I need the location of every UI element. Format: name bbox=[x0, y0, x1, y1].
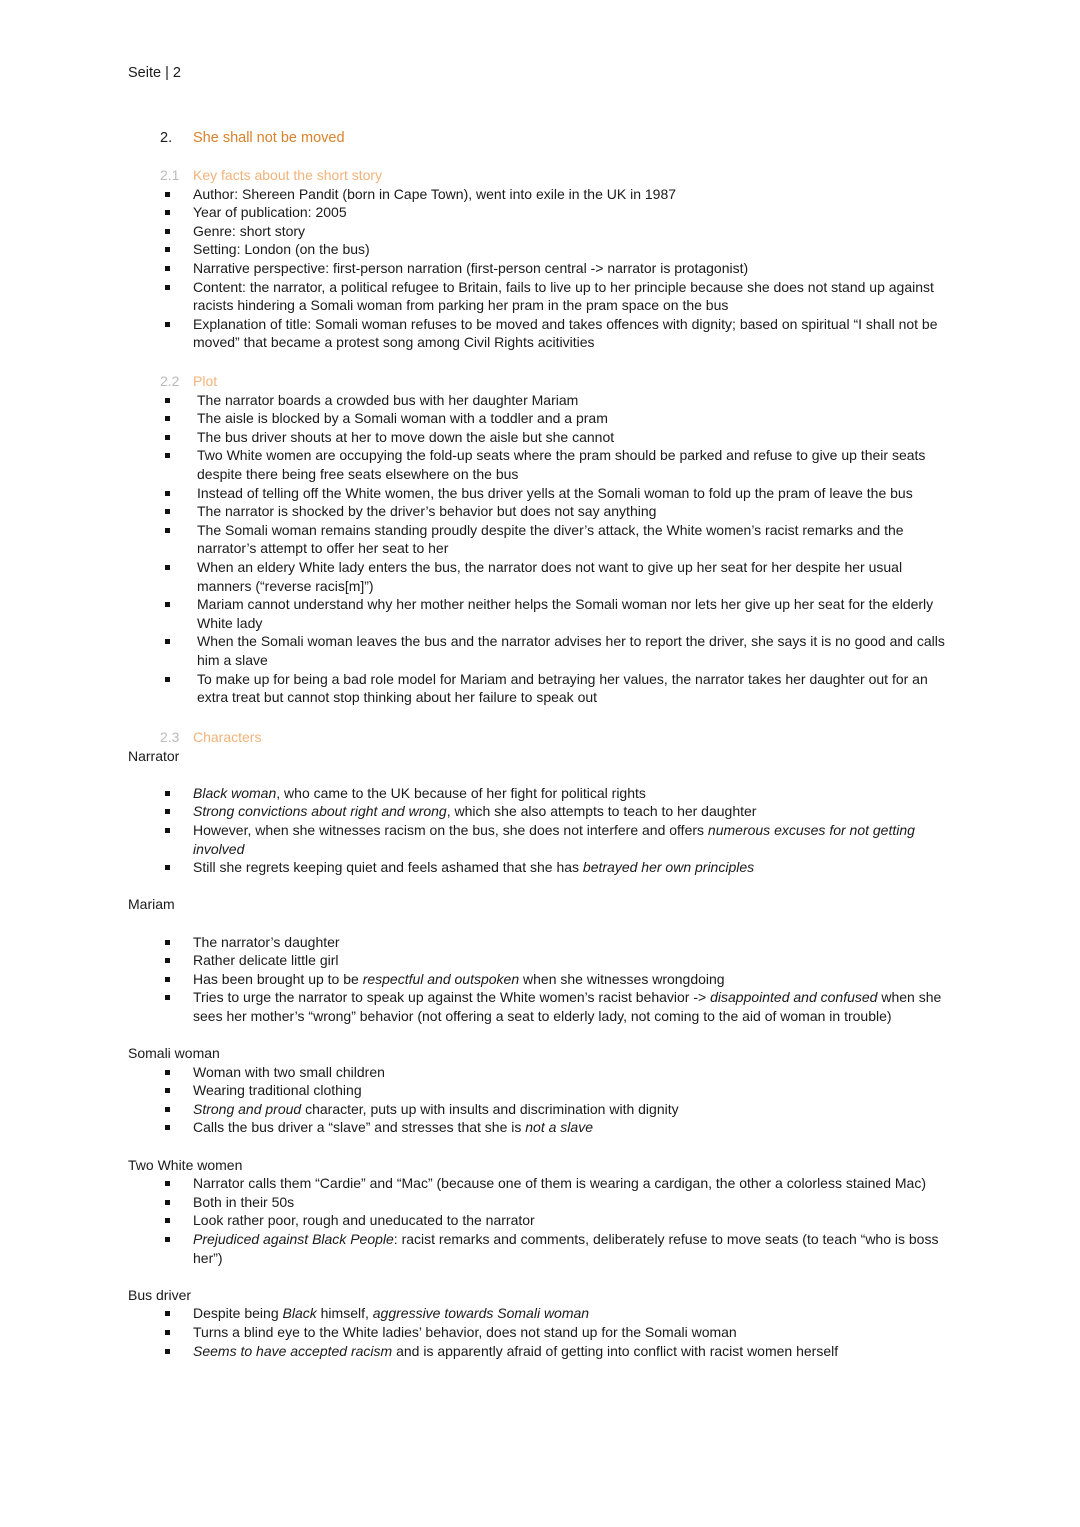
text-segment: Woman with two small children bbox=[193, 1063, 385, 1080]
character-name-bus-driver: Bus driver bbox=[128, 1286, 192, 1303]
spacer bbox=[0, 1026, 1080, 1045]
bullet-icon bbox=[165, 1349, 170, 1354]
character-name-narrator: Narrator bbox=[128, 747, 180, 764]
list-item-text: Mariam cannot understand why her mother neither helps the Somali woman nor lets her give up her seat for the elderly White lady bbox=[197, 596, 934, 631]
emphasis-text: numerous excuses for not getting involved bbox=[193, 821, 915, 857]
bullet-icon bbox=[165, 828, 170, 833]
emphasis-text: Black bbox=[282, 1305, 317, 1322]
section-heading-text: Plot bbox=[193, 373, 218, 389]
list-item bbox=[0, 632, 1080, 669]
list-item-text: Author: Shereen Pandit (born in Cape Town), went into exile in the UK in 1987 bbox=[193, 185, 677, 202]
bullet-icon bbox=[165, 677, 170, 682]
text-segment: Wearing traditional clothing bbox=[193, 1082, 362, 1099]
text-segment: Both in their 50s bbox=[193, 1193, 295, 1210]
section-number: 2.2 bbox=[160, 373, 180, 389]
text-segment: Narrator calls them “Cardie” and “Mac” (because one of them is wearing a cardigan, the other a colorless stained Mac) bbox=[193, 1175, 926, 1192]
list-item-text: Setting: London (on the bus) bbox=[193, 241, 370, 258]
spacer bbox=[0, 1267, 1080, 1286]
bullet-icon bbox=[165, 192, 170, 197]
list-item bbox=[0, 240, 1080, 259]
list-item-text bbox=[193, 821, 1080, 858]
list-item bbox=[0, 278, 1080, 315]
emphasis-text: Black woman bbox=[193, 784, 277, 801]
text-segment: : racist remarks and comments, deliberately refuse to move seats (to teach “who is boss her”) bbox=[193, 1231, 939, 1266]
narrator-list bbox=[0, 784, 1080, 877]
somali-woman-list bbox=[0, 1063, 1080, 1137]
emphasis-text: respectful and outspoken bbox=[362, 970, 520, 987]
text-segment: himself, bbox=[316, 1305, 373, 1322]
bullet-icon bbox=[165, 1237, 170, 1242]
bus-driver-list bbox=[0, 1304, 1080, 1360]
bullet-icon bbox=[165, 398, 170, 403]
bullet-icon bbox=[165, 247, 170, 252]
bullet-icon bbox=[165, 865, 170, 870]
list-item bbox=[0, 933, 1080, 952]
character-name-somali-woman: Somali woman bbox=[128, 1045, 220, 1062]
bullet-icon bbox=[165, 809, 170, 814]
text-segment: The narrator’s daughter bbox=[193, 933, 340, 950]
list-item bbox=[0, 1193, 1080, 1212]
list-item bbox=[0, 1063, 1080, 1082]
list-item-text bbox=[193, 1230, 1080, 1267]
title-text: She shall not be moved bbox=[193, 130, 345, 146]
bullet-icon bbox=[165, 940, 170, 945]
list-item-text bbox=[193, 933, 1080, 952]
emphasis-text: not a slave bbox=[525, 1119, 593, 1136]
text-segment: Despite being bbox=[193, 1305, 283, 1322]
list-item bbox=[0, 1323, 1080, 1342]
list-item-text bbox=[193, 1063, 1080, 1082]
emphasis-text: aggressive towards Somali woman bbox=[372, 1305, 590, 1322]
list-item-text bbox=[193, 1304, 1080, 1323]
list-item bbox=[0, 521, 1080, 558]
plot-list bbox=[0, 391, 1080, 707]
list-item-text: Instead of telling off the White women, the bus driver yells at the Somali woman to fold up the pram of leave the bus bbox=[197, 484, 913, 501]
characters-heading bbox=[160, 728, 1080, 747]
page-header: Seite | 2 bbox=[128, 65, 181, 81]
list-item bbox=[0, 222, 1080, 241]
emphasis-text: betrayed her own principles bbox=[582, 859, 755, 876]
list-item bbox=[0, 203, 1080, 222]
list-item-text: The Somali woman remains standing proudly despite the diver’s attack, the White women’s racist remarks and the narrator’s attempt to offer her seat to her bbox=[197, 521, 904, 557]
bullet-icon bbox=[165, 1330, 170, 1335]
list-item-text: The bus driver shouts at her to move down the aisle but she cannot bbox=[197, 428, 615, 445]
list-item bbox=[0, 1230, 1080, 1267]
list-item-text bbox=[193, 1118, 1080, 1137]
section-number: 2.3 bbox=[160, 729, 180, 745]
emphasis-text: Strong convictions about right and wrong bbox=[193, 803, 447, 820]
emphasis-text: Seems to have accepted racism bbox=[193, 1342, 393, 1359]
bullet-icon bbox=[165, 229, 170, 234]
list-item-text: When the Somali woman leaves the bus and the narrator advises her to report the driver, she says it is no good and calls him a slave bbox=[197, 633, 945, 668]
list-item-text bbox=[193, 1174, 1080, 1193]
list-item bbox=[0, 446, 1080, 483]
text-segment: Calls the bus driver a “slave” and stresses that she is bbox=[193, 1119, 526, 1136]
key-facts-heading bbox=[160, 166, 1080, 185]
list-item bbox=[0, 1304, 1080, 1323]
white-women-list bbox=[0, 1174, 1080, 1267]
list-item-text bbox=[193, 951, 1080, 970]
list-item-text: Two White women are occupying the fold-up seats where the pram should be parked and refuse to give up their seats despite there being free seats elsewhere on the bus bbox=[197, 447, 926, 482]
bullet-icon bbox=[165, 266, 170, 271]
bullet-icon bbox=[165, 1070, 170, 1075]
list-item-text: The narrator is shocked by the driver’s behavior but does not say anything bbox=[197, 503, 657, 520]
section-number: 2.1 bbox=[160, 167, 180, 183]
list-item-text bbox=[193, 988, 1080, 1025]
bullet-icon bbox=[165, 285, 170, 290]
list-item-text bbox=[193, 1323, 1080, 1342]
list-item-text bbox=[193, 1342, 1080, 1361]
text-segment: Turns a blind eye to the White ladies’ behavior, does not stand up for the Somali woman bbox=[193, 1324, 737, 1340]
list-item-text: Content: the narrator, a political refugee to Britain, fails to live up to her principle because she does not stand up against racists hindering a Somali woman from parking her pram in the pram space on the bus bbox=[193, 278, 934, 314]
list-item bbox=[0, 1100, 1080, 1119]
bullet-icon bbox=[165, 435, 170, 440]
text-segment: Look rather poor, rough and uneducated to the narrator bbox=[193, 1212, 535, 1229]
list-item-text: Genre: short story bbox=[193, 222, 306, 239]
character-name-white-women: Two White women bbox=[128, 1156, 243, 1173]
section-plot bbox=[0, 372, 1080, 707]
list-item-text: The narrator boards a crowded bus with her daughter Mariam bbox=[197, 391, 579, 408]
bullet-icon bbox=[165, 1125, 170, 1130]
bullet-icon bbox=[165, 491, 170, 496]
list-item bbox=[0, 1118, 1080, 1137]
emphasis-text: Strong and proud bbox=[193, 1100, 302, 1117]
bullet-icon bbox=[165, 639, 170, 644]
list-item bbox=[0, 1081, 1080, 1100]
character-name-mariam: Mariam bbox=[128, 896, 175, 913]
list-item bbox=[0, 970, 1080, 989]
emphasis-text: disappointed and confused bbox=[710, 989, 878, 1006]
list-item bbox=[0, 1174, 1080, 1193]
list-item bbox=[0, 858, 1080, 877]
list-item-text bbox=[193, 858, 1080, 877]
list-item-text bbox=[193, 1100, 1080, 1119]
bullet-icon bbox=[165, 1311, 170, 1316]
list-item bbox=[0, 784, 1080, 803]
bullet-icon bbox=[165, 453, 170, 458]
spacer bbox=[0, 765, 1080, 784]
bullet-icon bbox=[165, 528, 170, 533]
text-segment: and is apparently afraid of getting into conflict with racist women herself bbox=[392, 1342, 839, 1359]
text-segment: Has been brought up to be bbox=[193, 970, 363, 987]
bullet-icon bbox=[165, 322, 170, 327]
list-item-text: Explanation of title: Somali woman refuses to be moved and takes offences with dignity; based on spiritual “I shall not be moved” that became a protest song among Civil Rights acitivities bbox=[193, 315, 938, 351]
plot-heading bbox=[160, 372, 1080, 391]
bullet-icon bbox=[165, 1218, 170, 1223]
list-item bbox=[0, 409, 1080, 428]
list-item-text bbox=[193, 1081, 1080, 1100]
bullet-icon bbox=[165, 509, 170, 514]
list-item bbox=[0, 391, 1080, 410]
spacer bbox=[0, 914, 1080, 933]
list-item-text bbox=[193, 1211, 1080, 1230]
list-item-text bbox=[193, 784, 1080, 803]
list-item bbox=[0, 259, 1080, 278]
list-item-text: When an eldery White lady enters the bus, the narrator does not want to give up her seat for her despite her usual manners (“reverse racis[m]”) bbox=[197, 558, 903, 594]
list-item-text: To make up for being a bad role model for Mariam and betraying her values, the narrator takes her daughter out for an extra treat but cannot stop thinking about her failure to speak out bbox=[197, 670, 928, 706]
list-item bbox=[0, 988, 1080, 1025]
text-segment: , which she also attempts to teach to her daughter bbox=[446, 803, 757, 820]
mariam-list bbox=[0, 933, 1080, 1026]
text-segment: character, puts up with insults and discrimination with dignity bbox=[301, 1100, 679, 1117]
list-item bbox=[0, 484, 1080, 503]
bullet-icon bbox=[165, 1200, 170, 1205]
title-number: 2. bbox=[160, 130, 173, 146]
bullet-icon bbox=[165, 995, 170, 1000]
list-item bbox=[0, 1342, 1080, 1361]
list-item bbox=[0, 821, 1080, 858]
list-item bbox=[0, 670, 1080, 707]
section-characters bbox=[0, 728, 1080, 1360]
bullet-icon bbox=[165, 416, 170, 421]
list-item-text bbox=[193, 802, 1080, 821]
list-item-text bbox=[193, 970, 1080, 989]
list-item bbox=[0, 428, 1080, 447]
list-item bbox=[0, 315, 1080, 352]
list-item bbox=[0, 185, 1080, 204]
key-facts-list bbox=[0, 185, 1080, 352]
text-segment: Rather delicate little girl bbox=[193, 952, 339, 969]
bullet-icon bbox=[165, 1107, 170, 1112]
list-item bbox=[0, 802, 1080, 821]
spacer bbox=[0, 1137, 1080, 1156]
bullet-icon bbox=[165, 565, 170, 570]
section-key-facts bbox=[0, 166, 1080, 352]
list-item-text bbox=[193, 1193, 1080, 1212]
text-segment: Still she regrets keeping quiet and feels ashamed that she has bbox=[193, 859, 583, 876]
list-item-text: Narrative perspective: first-person narration (first-person central -> narrator is protagonist) bbox=[193, 259, 749, 276]
list-item bbox=[0, 951, 1080, 970]
spacer bbox=[0, 877, 1080, 896]
text-segment: when she sees her mother’s “wrong” behavior (not offering a seat to elderly lady, not coming to the aid of woman in trouble) bbox=[193, 989, 942, 1024]
bullet-icon bbox=[165, 791, 170, 796]
text-segment: Tries to urge the narrator to speak up against the White women’s racist behavior -> bbox=[193, 989, 711, 1006]
text-segment: , who came to the UK because of her fight for political rights bbox=[276, 784, 646, 801]
bullet-icon bbox=[165, 210, 170, 215]
list-item-text: The aisle is blocked by a Somali woman with a toddler and a pram bbox=[197, 410, 608, 427]
bullet-icon bbox=[165, 958, 170, 963]
bullet-icon bbox=[165, 1181, 170, 1186]
list-item bbox=[0, 502, 1080, 521]
list-item-text: Year of publication: 2005 bbox=[193, 204, 347, 221]
list-item bbox=[0, 595, 1080, 632]
list-item bbox=[0, 1211, 1080, 1230]
text-segment: when she witnesses wrongdoing bbox=[519, 970, 725, 987]
bullet-icon bbox=[165, 977, 170, 982]
bullet-icon bbox=[165, 602, 170, 607]
list-item bbox=[0, 558, 1080, 595]
bullet-icon bbox=[165, 1088, 170, 1093]
section-heading-text: Key facts about the short story bbox=[193, 167, 383, 183]
section-heading-text: Characters bbox=[193, 729, 262, 745]
document-title bbox=[160, 129, 345, 148]
emphasis-text: Prejudiced against Black People bbox=[193, 1231, 394, 1248]
text-segment: However, when she witnesses racism on the bus, she does not interfere and offers bbox=[193, 821, 708, 838]
